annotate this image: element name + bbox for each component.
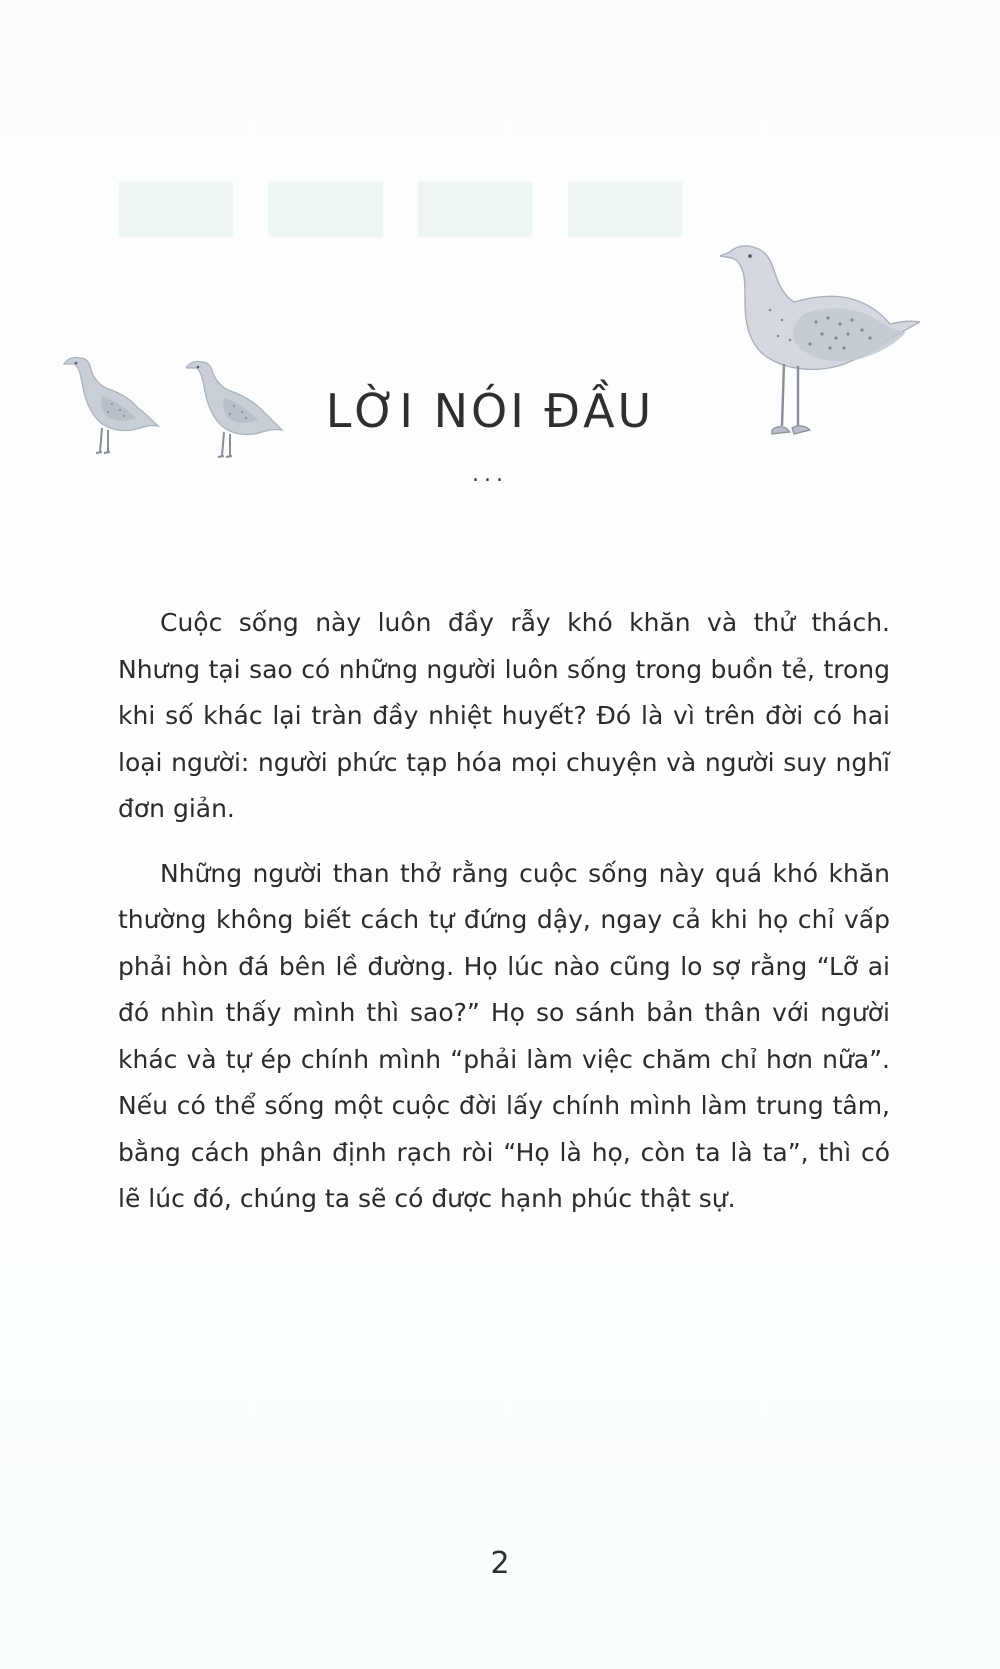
bird-icon bbox=[62, 352, 162, 472]
paragraph: Cuộc sống này luôn đầy rẫy khó khăn và thử thách. Nhưng tại sao có những người luôn sống trong buồn tẻ, trong khi số khác lại tràn đầy nhiệt huyết? Đó là vì trên đời có hai loại người: người phức tạp hóa mọi chuyện và người suy nghĩ đơn giản. bbox=[118, 608, 890, 823]
chapter-title: LỜI NÓI ĐẦU bbox=[325, 384, 655, 438]
page-number: 2 bbox=[490, 1546, 510, 1581]
show-through-shadow: ▬▬▬▬ bbox=[105, 110, 704, 284]
bird-icon bbox=[720, 240, 920, 470]
bird-icon bbox=[186, 358, 286, 474]
paragraph: Những người than thở rằng cuộc sống này quá khó khăn thường không biết cách tự đứng dậy, ngay cả khi họ chỉ vấp phải hòn đá bên lề đường. Họ lúc nào cũng lo sợ rằng “Lỡ ai đó nhìn thấy mình thì sao?” Họ so sánh bản thân với người khác và tự ép chính mình “phải làm việc chăm chỉ hơn nữa”. Nếu có thể sống một cuộc đời lấy chính mình làm trung tâm, bằng cách phân định rạch ròi “Họ là họ, còn ta là ta”, thì có lẽ lúc đó, chúng ta sẽ có được hạnh phúc thật sự. bbox=[118, 858, 890, 1213]
body-text bbox=[118, 600, 890, 1241]
title-ornament: ... bbox=[472, 462, 508, 487]
